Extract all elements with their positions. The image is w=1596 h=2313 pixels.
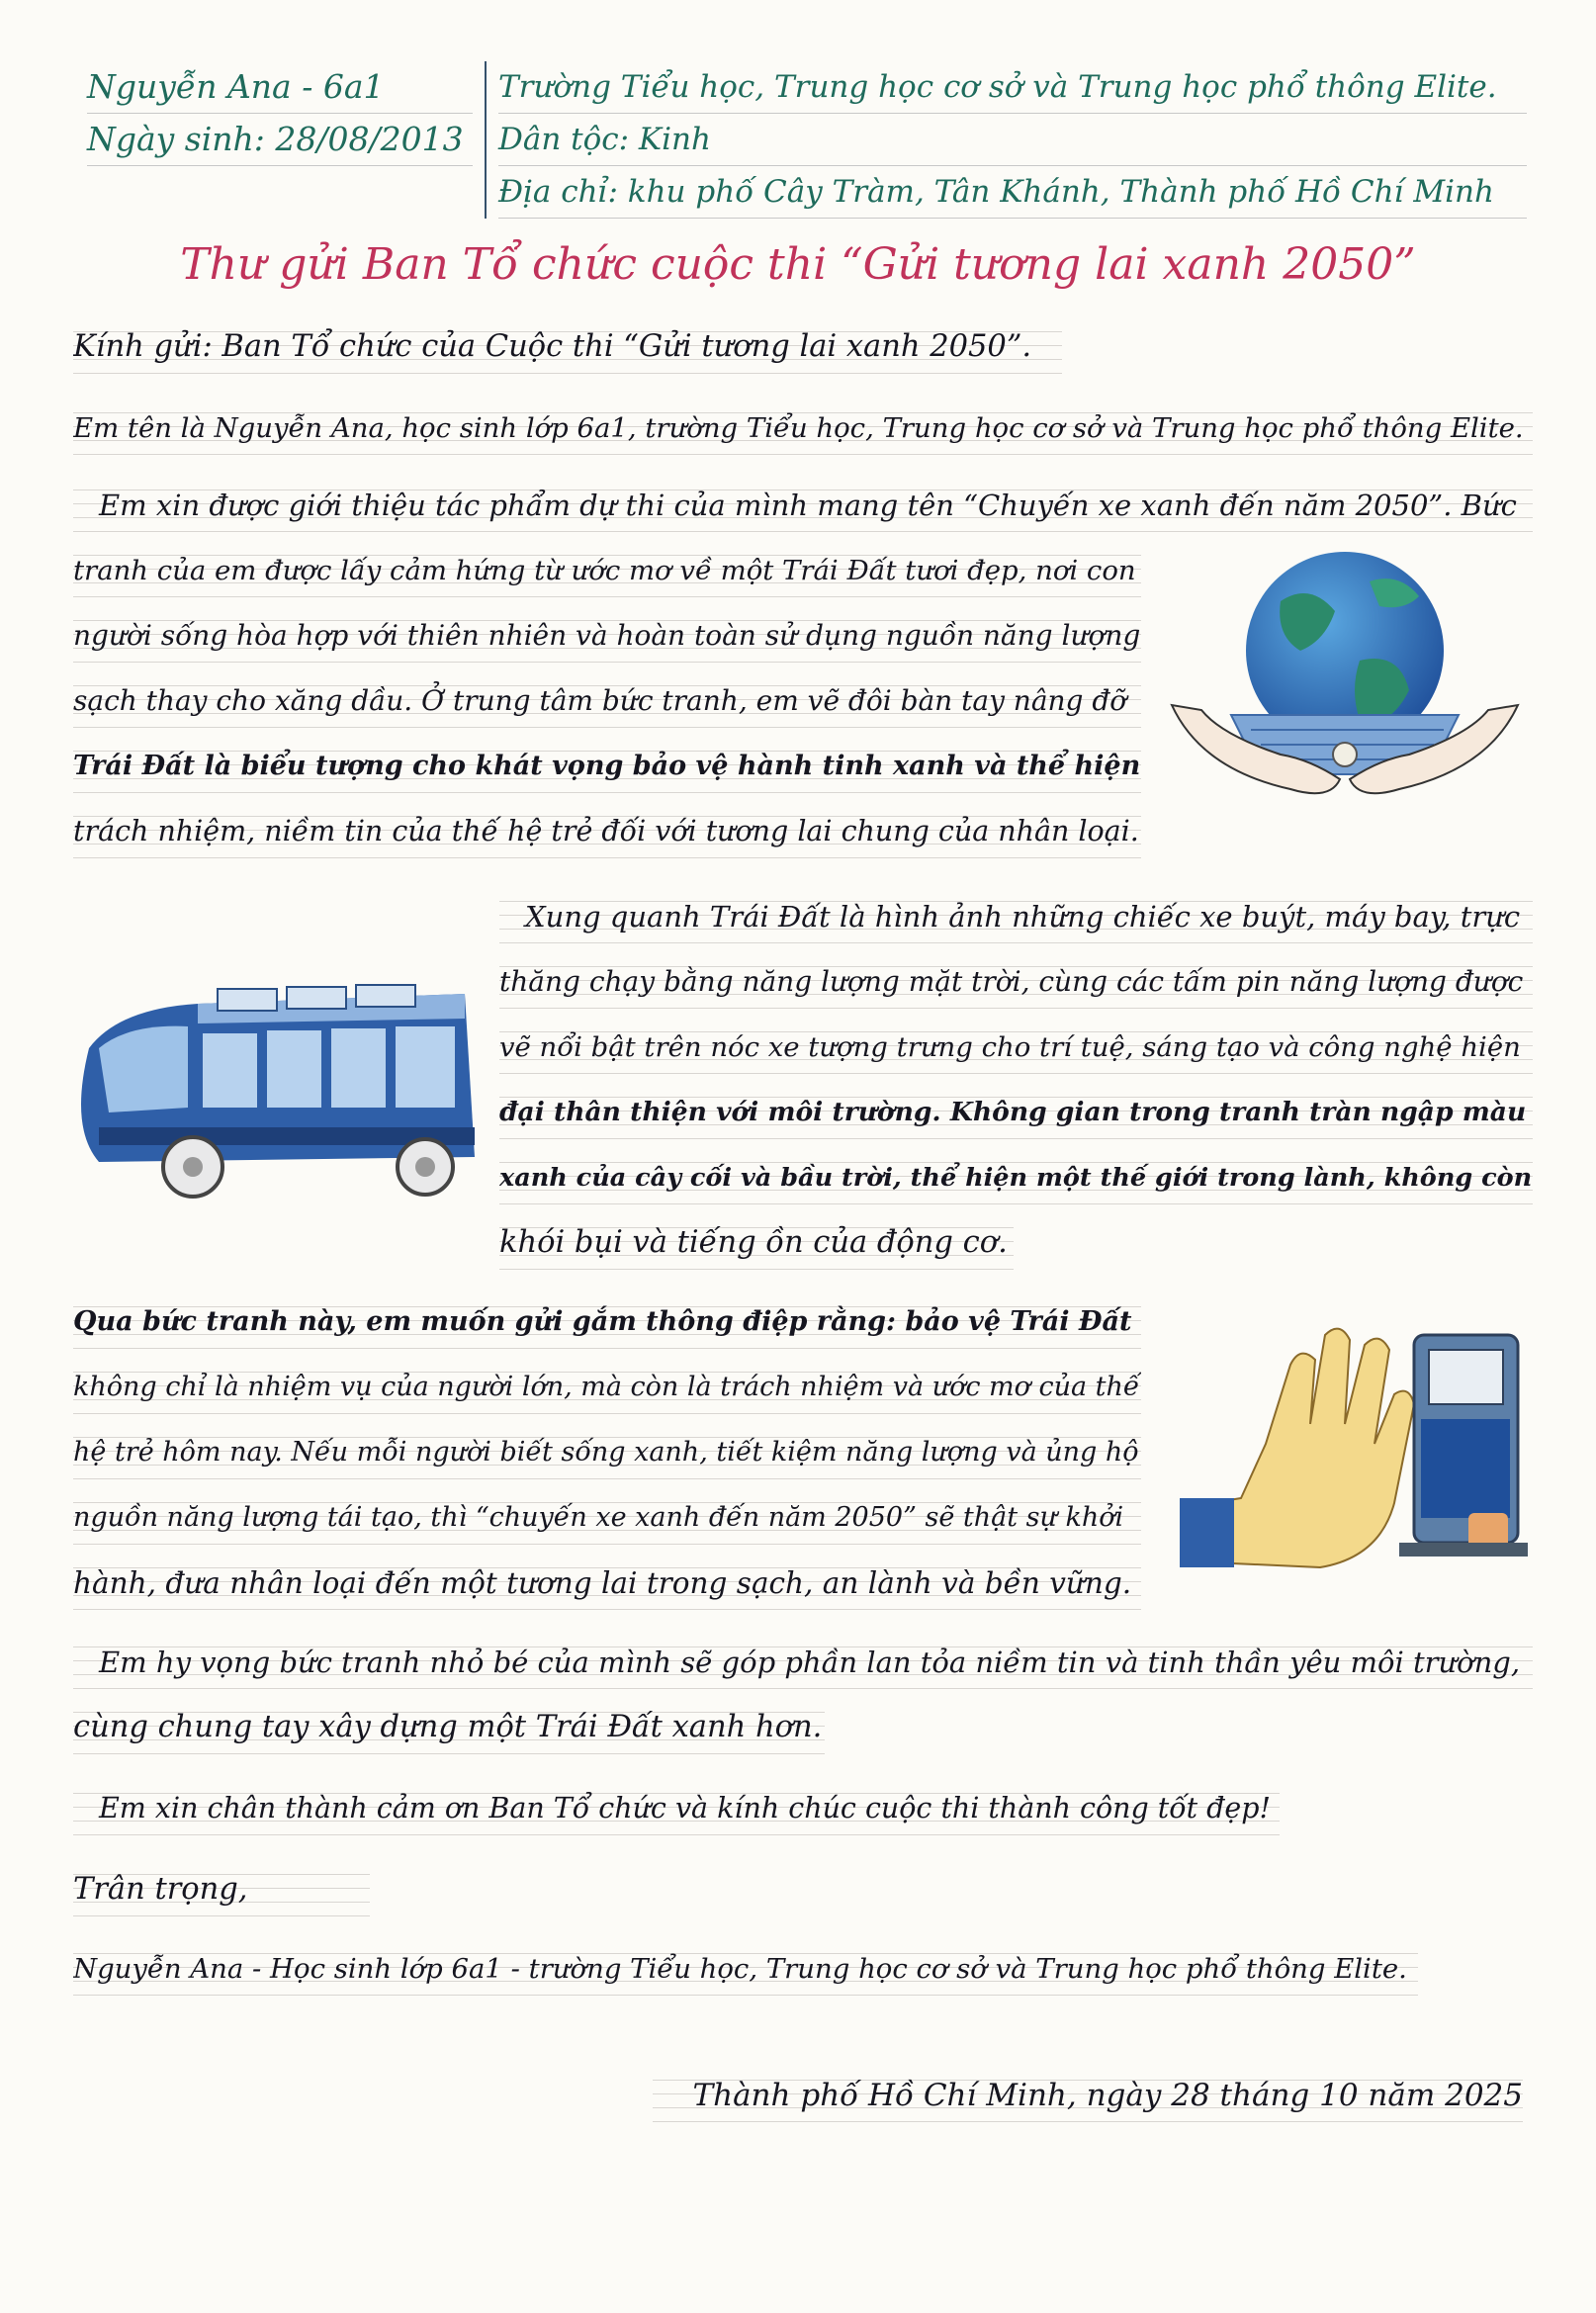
para1-line: sạch thay cho xăng dầu. Ở trung tâm bức tranh, em vẽ đôi bàn tay nâng đỡ [73,672,1141,738]
student-info [87,61,473,166]
para4-line: cùng chung tay xây dựng một Trái Đất xanh hơn. [73,1699,825,1764]
para3-line: Qua bức tranh này, em muốn gửi gắm thông điệp rằng: bảo vệ Trái Đất [73,1293,1141,1359]
para1-line: tranh của em được lấy cảm hứng từ ước mơ về một Trái Đất tươi đẹp, nơi con [73,542,1141,607]
student-birthdate: Ngày sinh: 28/08/2013 [87,114,473,166]
para1-line: Em xin được giới thiệu tác phẩm dự thi của mình mang tên “Chuyến xe xanh đến năm 2050”. Bức [73,477,1533,542]
student-ethnicity: Dân tộc: Kinh [498,114,1527,166]
thanks-line: Em xin chân thành cảm ơn Ban Tổ chức và kính chúc cuộc thi thành công tốt đẹp! [73,1780,1280,1845]
para1-line: Trái Đất là biểu tượng cho khát vọng bảo vệ hành tinh xanh và thể hiện [73,738,1141,803]
para1-line: người sống hòa hợp với thiên nhiên và hoàn toàn sử dụng nguồn năng lượng [73,607,1141,672]
para1-line: trách nhiệm, niềm tin của thế hệ trẻ đối với tương lai chung của nhân loại. [73,803,1141,868]
para3-line: không chỉ là nhiệm vụ của người lớn, mà còn là trách nhiệm và ước mơ của thế [73,1359,1141,1424]
para3-line: nguồn năng lượng tái tạo, thì “chuyến xe xanh đến năm 2050” sẽ thật sự khởi [73,1489,1141,1555]
para2-line: xanh của cây cối và bầu trời, thể hiện một thế giới trong lành, không còn [499,1149,1533,1214]
para2-line: đại thân thiện với môi trường. Không gian trong tranh tràn ngập màu [499,1084,1533,1149]
student-address: Địa chỉ: khu phố Cây Tràm, Tân Khánh, Thành phố Hồ Chí Minh [498,166,1527,219]
signature-line: Nguyễn Ana - Học sinh lớp 6a1 - trường Tiểu học, Trung học cơ sở và Trung học phổ thông Elite. [73,1940,1418,2005]
para3-line: hành, đưa nhân loại đến một tương lai trong sạch, an lành và bền vững. [73,1555,1141,1620]
globe-in-hands-illustration [1162,542,1528,839]
para2-line: thăng chạy bằng năng lượng mặt trời, cùng các tấm pin năng lượng được [499,953,1533,1019]
para2-line: Xung quanh Trái Đất là hình ảnh những chiếc xe buýt, máy bay, trực [499,888,1533,953]
para2-line: khói bụi và tiếng ồn của động cơ. [499,1214,1014,1280]
hand-stopping-fuel-pump-illustration [1172,1305,1538,1582]
solar-bus-illustration [59,979,475,1206]
closing-line: Trân trọng, [73,1861,370,1926]
para3-line: hệ trẻ hôm nay. Nếu mỗi người biết sống xanh, tiết kiệm năng lượng và ủng hộ [73,1424,1141,1489]
place-date-line: Thành phố Hồ Chí Minh, ngày 28 tháng 10 năm 2025 [653,2067,1523,2132]
student-name-class: Nguyễn Ana - 6a1 [87,61,473,114]
para2-line: vẽ nổi bật trên nóc xe tượng trưng cho trí tuệ, sáng tạo và công nghệ hiện [499,1019,1533,1084]
school-info [485,61,1527,219]
salutation: Kính gửi: Ban Tổ chức của Cuộc thi “Gửi tương lai xanh 2050”. [73,318,1062,384]
school-name: Trường Tiểu học, Trung học cơ sở và Trung học phổ thông Elite. [498,61,1527,114]
letter-title: Thư gửi Ban Tổ chức cuộc thi “Gửi tương lai xanh 2050” [180,239,1416,290]
intro-line: Em tên là Nguyễn Ana, học sinh lớp 6a1, trường Tiểu học, Trung học cơ sở và Trung học phổ thông Elite. [73,400,1533,465]
para4-line: Em hy vọng bức tranh nhỏ bé của mình sẽ góp phần lan tỏa niềm tin và tinh thần yêu môi trường, [73,1634,1533,1699]
